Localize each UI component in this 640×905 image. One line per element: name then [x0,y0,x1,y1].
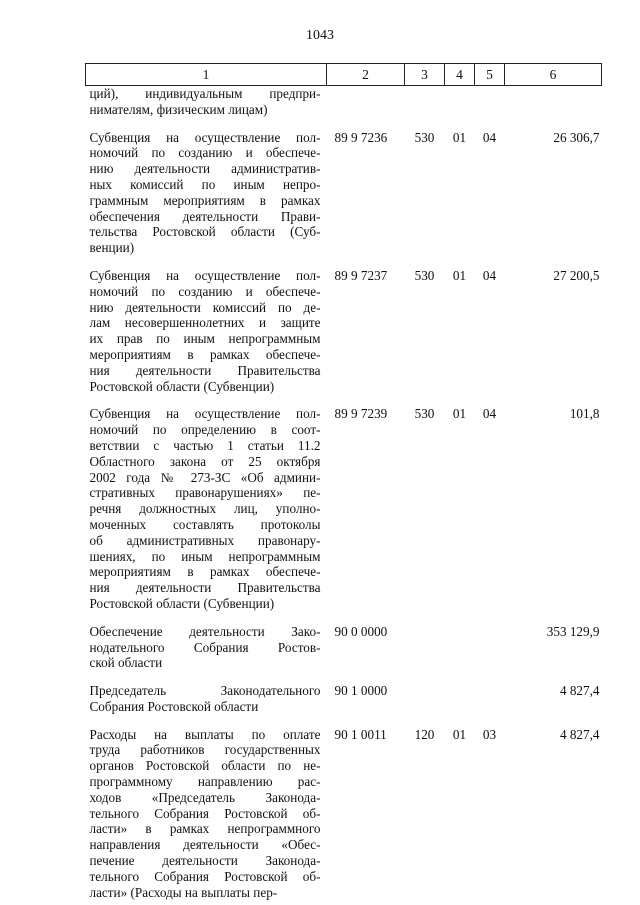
table-row [86,624,602,671]
description-line: ской области [89,655,163,671]
description-line: венции) [89,240,135,256]
description-line: нодательного Собрания Ростов- [89,639,321,655]
row-section: 01 [452,129,467,145]
table-row [86,683,602,715]
row-spacer [86,715,602,727]
row-description [86,727,327,901]
description-line: шениях, по иным непрограммным [89,548,321,564]
row-section: 01 [452,726,467,742]
description-line: об административных правонару- [89,532,321,548]
column-header-2: 2 [327,64,405,86]
row-amount: 4 827,4 [559,726,600,742]
row-section [445,86,475,118]
description-line: ных комиссий по иным непро- [89,176,321,192]
description-line: тельного Собрания Ростовской об- [89,805,321,821]
row-code [327,86,405,118]
row-expense-type: 530 [414,267,435,283]
row-spacer [86,394,602,406]
row-expense-type [405,683,445,715]
description-line: труда работников государственных [89,742,321,758]
description-line: Расходы на выплаты по оплате [89,726,321,742]
description-line: нию деятельности комиссий по де- [89,299,321,315]
table-body [86,86,602,901]
description-line: стративных правонарушениях» пе- [89,485,321,501]
description-line: направления деятельности «Обес- [89,837,321,853]
row-section: 01 [452,267,467,283]
table-row [86,268,602,394]
row-description [86,683,327,715]
description-line: тельства Ростовской области (Суб- [89,224,321,240]
row-amount: 101,8 [569,406,600,422]
row-subsection [475,683,505,715]
description-line: номочий по созданию и обеспече- [89,283,321,299]
budget-table [85,63,602,900]
description-line: 2002 года № 273-ЗС «Об админи- [89,469,321,485]
description-line: номочий по созданию и обеспече- [89,145,321,161]
row-section [445,624,475,671]
description-line: ходов «Председатель Законода- [89,789,321,805]
row-expense-type: 530 [414,406,435,422]
row-amount: 353 129,9 [546,623,600,639]
row-subsection: 04 [482,267,497,283]
description-line: мероприятиям в рамках обеспече- [89,346,321,362]
row-spacer [86,612,602,624]
description-line: Областного закона от 25 октября [89,453,321,469]
row-amount: 27 200,5 [553,267,600,283]
row-subsection [475,624,505,671]
description-line: ласти» (Расходы на выплаты пер- [89,884,278,900]
row-code: 89 9 7237 [334,267,388,283]
row-spacer [86,671,602,683]
description-line: Ростовской области (Субвенции) [89,595,275,611]
table-header-row [86,64,602,86]
row-subsection [475,86,505,118]
row-spacer [86,118,602,130]
description-line: ций), индивидуальным предпри- [89,86,321,101]
row-description [86,406,327,611]
column-header-6: 6 [505,64,602,86]
description-line: номочий по определению в соот- [89,422,321,438]
column-header-1: 1 [86,64,327,86]
row-code: 89 9 7239 [334,406,388,422]
description-line: тельного Собрания Ростовской об- [89,868,321,884]
row-expense-type: 120 [414,726,435,742]
description-line: нию деятельности административ- [89,161,321,177]
description-line: мероприятиям в рамках обеспече- [89,564,321,580]
description-line: ветствии с частью 1 статьи 11.2 [89,437,321,453]
table-row [86,727,602,901]
row-description [86,130,327,256]
column-header-4: 4 [445,64,475,86]
table-row [86,130,602,256]
row-section [445,683,475,715]
row-section: 01 [452,406,467,422]
description-line: Субвенция на осуществление пол- [89,267,321,283]
description-line: нимателям, физическим лицам) [89,101,268,117]
description-line: ласти» в рамках непрограммного [89,821,321,837]
row-amount: 4 827,4 [559,683,600,699]
description-line: ния деятельности Правительства [89,580,321,596]
row-amount [505,86,602,118]
row-description [86,624,327,671]
description-line: ния деятельности Правительства [89,362,321,378]
description-line: программному направлению рас- [89,774,321,790]
description-line: их прав по иным непрограммным [89,331,321,347]
description-line: граммным мероприятиям в рамках [89,192,321,208]
row-spacer [86,256,602,268]
row-subsection: 03 [482,726,497,742]
column-header-3: 3 [405,64,445,86]
table-row [86,406,602,611]
description-line: Ростовской области (Субвенции) [89,378,275,394]
row-code: 90 1 0000 [334,683,388,699]
row-subsection: 04 [482,406,497,422]
row-code: 90 1 0011 [334,726,387,742]
row-code: 90 0 0000 [334,623,388,639]
description-line: моченных составлять протоколы [89,516,321,532]
description-line: обеспечения деятельности Прави- [89,208,321,224]
row-amount: 26 306,7 [553,129,600,145]
row-code: 89 9 7236 [334,129,388,145]
row-description [86,268,327,394]
row-subsection: 04 [482,129,497,145]
table-row [86,86,602,118]
column-header-5: 5 [475,64,505,86]
description-line: Субвенция на осуществление пол- [89,129,321,145]
page-number: 1043 [306,28,334,43]
description-line: Обеспечение деятельности Зако- [89,623,321,639]
description-line: Собрания Ростовской области [89,698,259,714]
description-line: печение деятельности Законода- [89,853,321,869]
description-line: речня должностных лиц, уполно- [89,501,321,517]
row-expense-type: 530 [414,129,435,145]
description-line: Председатель Законодательного [89,683,321,699]
description-line: органов Ростовской области по не- [89,758,321,774]
row-expense-type [405,624,445,671]
description-line: лам несовершеннолетних и защите [89,315,321,331]
row-expense-type [405,86,445,118]
row-description [86,86,327,118]
description-line: Субвенция на осуществление пол- [89,406,321,422]
